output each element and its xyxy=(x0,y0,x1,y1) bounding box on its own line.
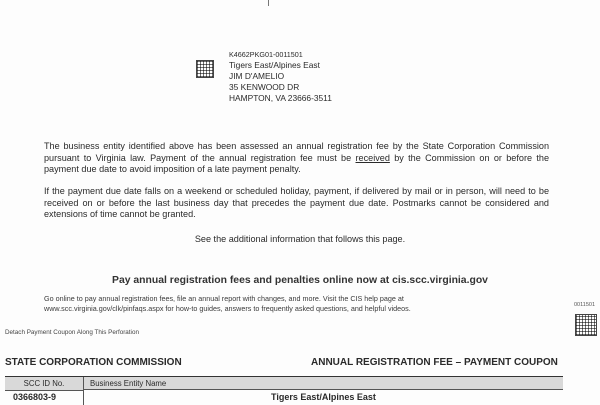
entity-name: Tigers East/Alpines East xyxy=(229,60,320,70)
help-line-1: Go online to pay annual registration fees, file an annual report with changes, and more. Visit the CIS help page at xyxy=(44,294,404,303)
entity-name-header: Business Entity Name xyxy=(84,377,563,390)
coupon-title: ANNUAL REGISTRATION FEE – PAYMENT COUPON xyxy=(311,357,558,368)
see-additional-info: See the additional information that follows this page. xyxy=(194,234,406,244)
side-barcode-code: 0011501 xyxy=(574,302,596,308)
help-line-2: www.scc.virginia.gov/clk/pinfaqs.aspx for how-to guides, answers to frequently asked questions, and helpful videos. xyxy=(44,304,411,313)
side-barcode-icon xyxy=(575,314,597,336)
perforation-notice: Detach Payment Coupon Along This Perforation xyxy=(5,329,139,336)
entity-name-value: Tigers East/Alpines East xyxy=(271,392,376,402)
pay-online-banner: Pay annual registration fees and penalties online now at cis.scc.virginia.gov xyxy=(112,275,488,286)
mailing-address xyxy=(229,49,332,104)
scc-id-header: SCC ID No. xyxy=(5,377,84,391)
notice-paragraph-1: The business entity identified above has been assessed an annual registration fee by the State Corporation Commission pursuant to Virginia law. Payment of the annual registration fee must be received by the Commission on or before the payment due date to avoid imposition of a late payment penalty. xyxy=(44,141,549,174)
mailing-code: K4662PKG01-0011501 xyxy=(229,50,303,59)
cis-link[interactable]: cis.scc.virginia.gov xyxy=(392,275,488,286)
notice-paragraph-2: If the payment due date falls on a weekend or scheduled holiday, payment, if delivered by mail or in person, will need to be received on or before the last business day that precedes the payment due date. Postmarks cannot be considered and extensions of time cannot be granted. xyxy=(44,186,549,219)
top-fold-mark xyxy=(268,0,269,6)
scc-id-value: 0366803-9 xyxy=(13,392,57,402)
help-text xyxy=(44,294,411,314)
commission-heading: STATE CORPORATION COMMISSION xyxy=(5,357,182,368)
coupon-table xyxy=(5,376,563,405)
mail-barcode-icon xyxy=(196,60,214,78)
received-emphasis: received xyxy=(355,152,390,163)
city-state-zip: HAMPTON, VA 23666-3511 xyxy=(229,93,332,103)
recipient-name: JIM D'AMELIO xyxy=(229,71,285,81)
street-address: 35 KENWOOD DR xyxy=(229,82,300,92)
